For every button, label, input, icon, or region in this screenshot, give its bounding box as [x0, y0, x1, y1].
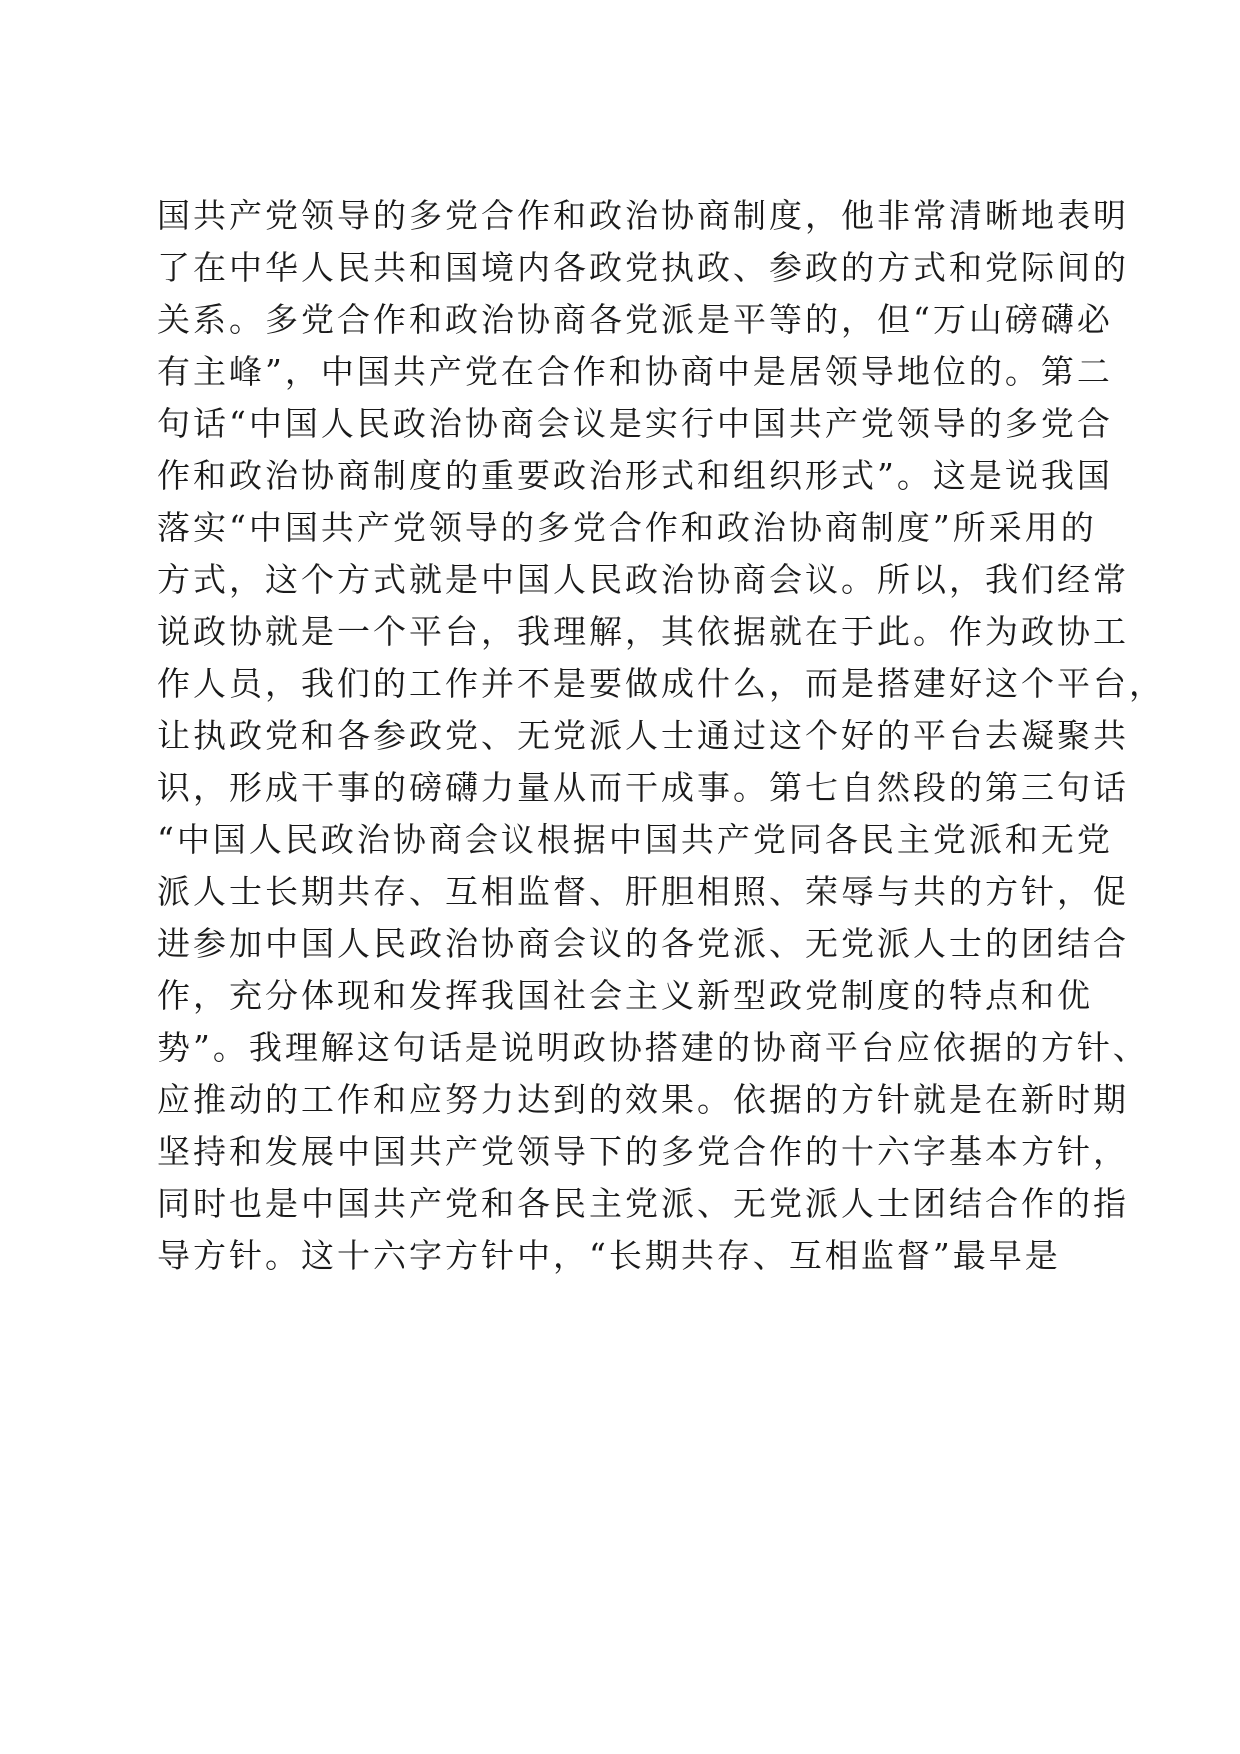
text-line: 作和政治协商制度的重要政治形式和组织形式”。这是说我国 — [157, 456, 1113, 495]
text-line: 了在中华人民共和国境内各政党执政、参政的方式和党际间的 — [157, 248, 1129, 287]
text-line: 同时也是中国共产党和各民主党派、无党派人士团结合作的指 — [157, 1184, 1129, 1223]
text-line: 势”。我理解这句话是说明政协搭建的协商平台应依据的方针、 — [157, 1028, 1149, 1067]
text-line: 应推动的工作和应努力达到的效果。依据的方针就是在新时期 — [157, 1080, 1129, 1119]
text-line: 落实“中国共产党领导的多党合作和政治协商制度”所采用的 — [157, 508, 1097, 547]
text-line: 方式，这个方式就是中国人民政治协商会议。所以，我们经常 — [157, 560, 1129, 599]
text-line: 说政协就是一个平台，我理解，其依据就在于此。作为政协工 — [157, 612, 1129, 651]
text-line: 关系。多党合作和政治协商各党派是平等的，但“万山磅礴必 — [157, 300, 1113, 339]
text-line: “中国人民政治协商会议根据中国共产党同各民主党派和无党 — [157, 820, 1113, 859]
text-line: 让执政党和各参政党、无党派人士通过这个好的平台去凝聚共 — [157, 716, 1129, 755]
text-line: 导方针。这十六字方针中，“长期共存、互相监督”最早是 — [157, 1236, 1061, 1275]
text-line: 国共产党领导的多党合作和政治协商制度，他非常清晰地表明 — [157, 196, 1129, 235]
text-line: 进参加中国人民政治协商会议的各党派、无党派人士的团结合 — [157, 924, 1129, 963]
body-text — [157, 190, 1165, 1282]
text-line: 派人士长期共存、互相监督、肝胆相照、荣辱与共的方针，促 — [157, 872, 1129, 911]
text-line: 作人员，我们的工作并不是要做成什么，而是搭建好这个平台， — [157, 664, 1165, 703]
text-line: 句话“中国人民政治协商会议是实行中国共产党领导的多党合 — [157, 404, 1113, 443]
text-line: 识，形成干事的磅礴力量从而干成事。第七自然段的第三句话 — [157, 768, 1129, 807]
text-line: 作，充分体现和发挥我国社会主义新型政党制度的特点和优 — [157, 976, 1093, 1015]
text-line: 有主峰”，中国共产党在合作和协商中是居领导地位的。第二 — [157, 352, 1113, 391]
text-line: 坚持和发展中国共产党领导下的多党合作的十六字基本方针， — [157, 1132, 1129, 1171]
